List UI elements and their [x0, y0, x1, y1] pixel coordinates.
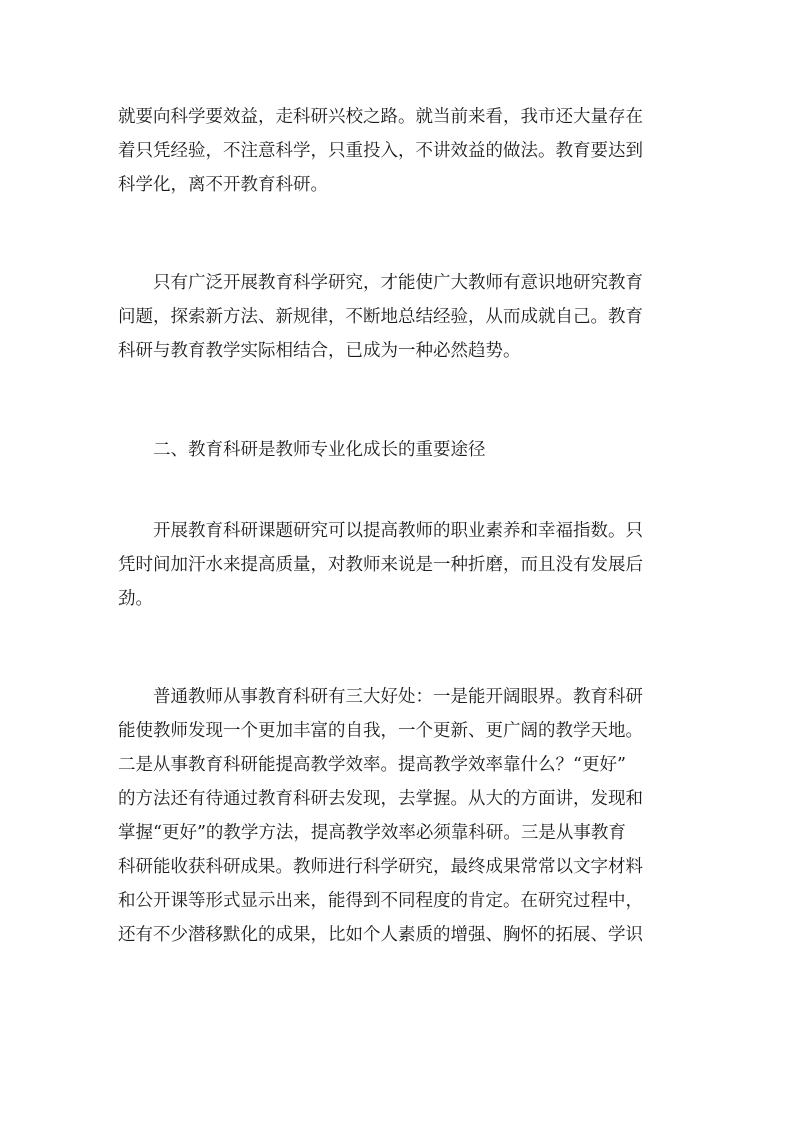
paragraph-1-line-1: 就要向科学要效益，走科研兴校之路。就当前来看，我市还大量存在	[118, 107, 643, 127]
paragraph-4-line-2: 能使教师发现一个更加丰富的自我，一个更新、更广阔的教学天地。	[118, 721, 643, 741]
paragraph-2-line-3: 科研与教育教学实际相结合，已成为一种必然趋势。	[118, 341, 521, 361]
paragraph-2-line-2: 问题，探索新方法、新规律，不断地总结经验，从而成就自己。教育	[118, 307, 643, 327]
paragraph-1-line-3: 科学化，离不开教育科研。	[118, 175, 328, 195]
paragraph-1	[118, 100, 682, 202]
paragraph-4-line-5: 掌握“更好”的教学方法，提高教学效率必须靠科研。三是从事教育	[118, 823, 626, 843]
paragraph-3-line-1: 开展教育科研课题研究可以提高教师的职业素养和幸福指数。只	[153, 521, 643, 541]
paragraph-3	[118, 514, 682, 616]
paragraph-4-line-6: 科研能收获科研成果。教师进行科学研究，最终成果常常以文字材料	[118, 857, 643, 877]
paragraph-4-line-4: 的方法还有待通过教育科研去发现，去掌握。从大的方面讲，发现和	[118, 789, 643, 809]
paragraph-3-line-2: 凭时间加汗水来提高质量，对教师来说是一种折磨，而且没有发展后	[118, 555, 643, 575]
paragraph-2-line-1: 只有广泛开展教育科学研究，才能使广大教师有意识地研究教育	[153, 273, 643, 293]
section-heading	[118, 433, 682, 467]
paragraph-1-line-2: 着只凭经验，不注意科学，只重投入，不讲效益的做法。教育要达到	[118, 141, 643, 161]
paragraph-4-line-7: 和公开课等形式显示出来，能得到不同程度的肯定。在研究过程中，	[118, 891, 643, 911]
paragraph-3-line-3: 劲。	[118, 589, 153, 609]
section-heading-text: 二、教育科研是教师专业化成长的重要途径	[153, 440, 486, 460]
paragraph-4-line-8: 还有不少潜移默化的成果，比如个人素质的增强、胸怀的拓展、学识	[118, 925, 643, 945]
paragraph-2	[118, 266, 682, 368]
paragraph-4-line-1: 普通教师从事教育科研有三大好处：一是能开阔眼界。教育科研	[153, 687, 643, 707]
paragraph-4-line-3: 二是从事教育科研能提高教学效率。提高教学效率靠什么？“更好”	[118, 755, 626, 775]
paragraph-4	[118, 680, 682, 952]
